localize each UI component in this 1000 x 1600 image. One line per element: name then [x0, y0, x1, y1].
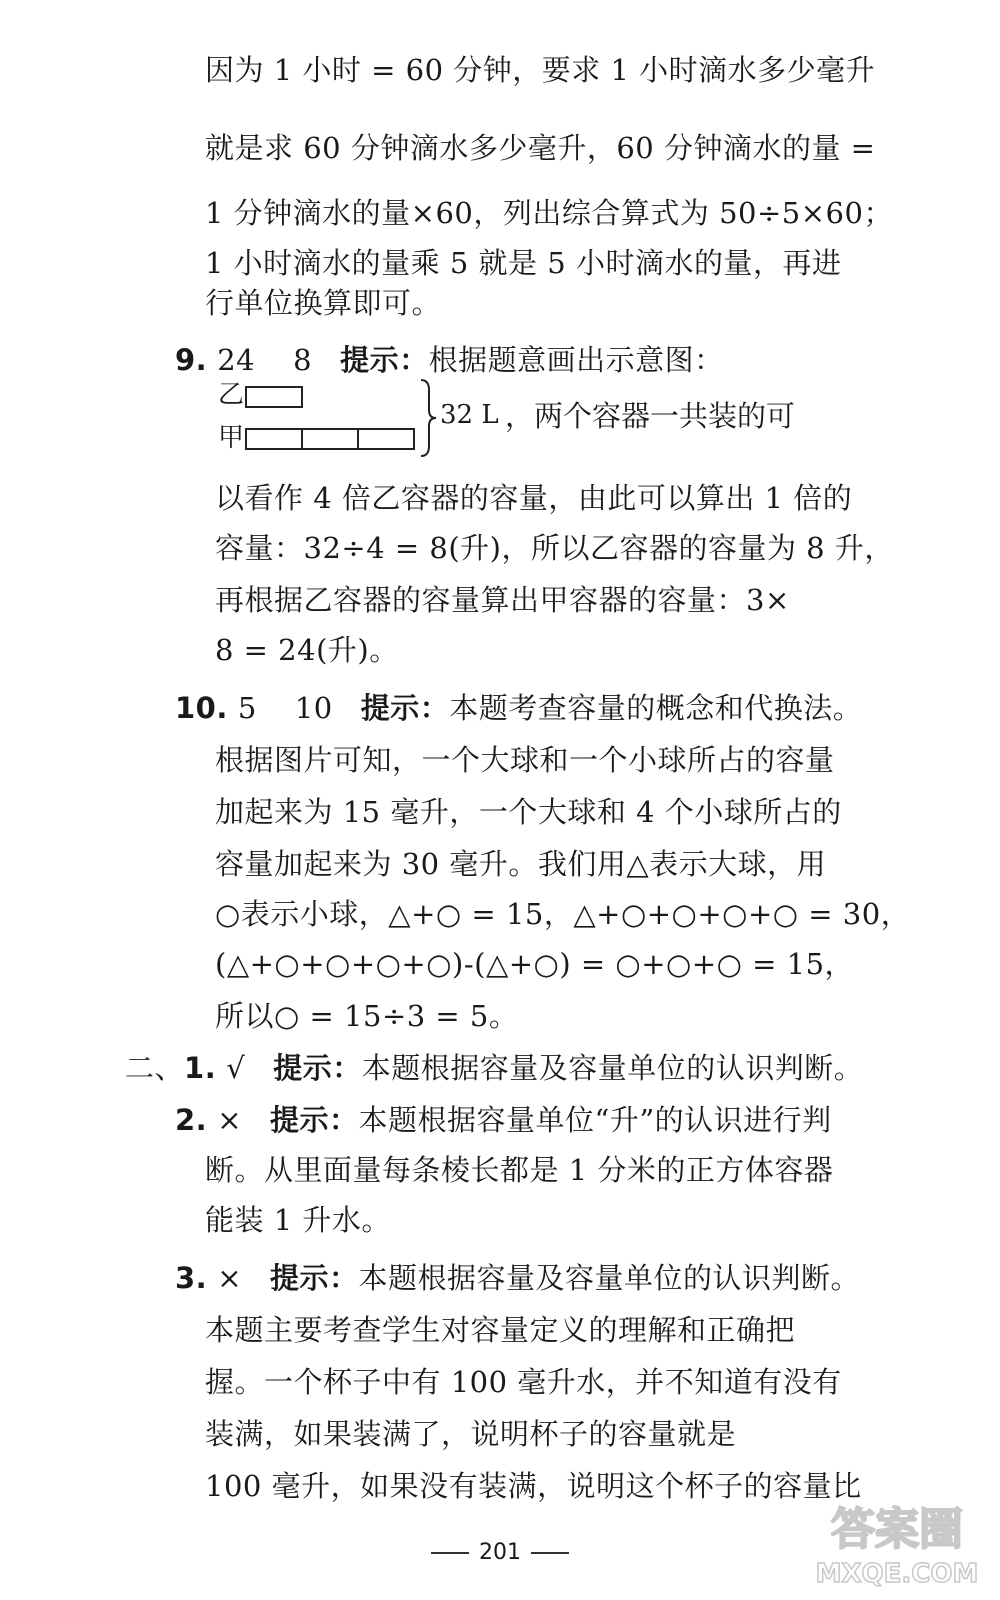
text-line: 以看作 4 倍乙容器的容量，由此可以算出 1 倍的	[215, 481, 853, 515]
text-line: 8 = 24(升)。	[215, 633, 399, 667]
svg-text:MXQE.COM: MXQE.COM	[815, 1559, 979, 1589]
question-10-header	[175, 688, 862, 728]
text-line: ，两个容器一共装的可	[505, 399, 796, 433]
text-line: 断。从里面量每条棱长都是 1 分米的正方体容器	[205, 1153, 834, 1187]
hint-label: 提示：	[340, 343, 429, 377]
hint-text: 根据题意画出示意图：	[428, 343, 724, 377]
total-capacity: 32 L	[440, 400, 499, 430]
text-line: 所以○ = 15÷3 = 5。	[215, 999, 519, 1033]
text-line: 容量加起来为 30 毫升。我们用△表示大球，用	[215, 847, 827, 881]
page-number-text: 201	[479, 1540, 521, 1565]
text-line: 能装 1 升水。	[205, 1203, 391, 1237]
text-line: (△+○+○+○+○)-(△+○) = ○+○+○ = 15，	[215, 947, 855, 981]
text-line: 就是求 60 分钟滴水多少毫升，60 分钟滴水的量 =	[205, 131, 876, 165]
hint-label: 提示：	[273, 1051, 362, 1085]
text-line: 加起来为 15 毫升，一个大球和 4 个小球所占的	[215, 795, 842, 829]
right-brace-icon	[419, 378, 439, 458]
question-number: 3.	[175, 1261, 208, 1295]
answer-value: 24	[217, 343, 256, 377]
answer-value: 8	[293, 343, 313, 377]
hint-label: 提示：	[270, 1261, 359, 1295]
text-line: 因为 1 小时 = 60 分钟，要求 1 小时滴水多少毫升	[205, 53, 876, 87]
answer-mark: √	[226, 1051, 246, 1085]
jia-segment	[245, 428, 303, 450]
answer-mark: ×	[217, 1261, 243, 1295]
text-line: 本题主要考查学生对容量定义的理解和正确把	[205, 1313, 796, 1347]
text-line: 1 小时滴水的量乘 5 就是 5 小时滴水的量，再进	[205, 246, 842, 280]
hint-label: 提示：	[270, 1103, 359, 1137]
question-9-header	[175, 340, 724, 380]
text-line: 根据图片可知，一个大球和一个小球所占的容量	[215, 743, 835, 777]
watermark-logo	[812, 1492, 982, 1592]
text-line: 装满，如果装满了，说明杯子的容量就是	[205, 1417, 737, 1451]
text-line: 1 分钟滴水的量×60，列出综合算式为 50÷5×60；	[205, 196, 893, 230]
hint-text: 本题根据容量及容量单位的认识判断。	[361, 1051, 864, 1085]
text-line: 容量：32÷4 = 8(升)，所以乙容器的容量为 8 升，	[215, 531, 894, 565]
part2-q3	[175, 1258, 860, 1298]
text-line: 再根据乙容器的容量算出甲容器的容量：3×	[215, 583, 790, 617]
answer-value: 10	[294, 691, 333, 725]
text-line: 握。一个杯子中有 100 毫升水，并不知道有没有	[205, 1365, 842, 1399]
label-jia: 甲	[218, 423, 245, 453]
part2-q2	[175, 1100, 832, 1140]
part2-q1	[125, 1048, 863, 1088]
page-number-dash	[431, 1552, 469, 1554]
answer-mark: ×	[217, 1103, 243, 1137]
text-line: 100 毫升，如果没有装满，说明这个杯子的容量比	[205, 1469, 862, 1503]
question-number: 1.	[184, 1051, 217, 1085]
svg-text:答案圈: 答案圈	[831, 1504, 963, 1555]
hint-text: 本题考查容量的概念和代换法。	[449, 691, 863, 725]
answer-value: 5	[237, 691, 257, 725]
question-number: 9.	[175, 343, 208, 377]
jia-segment	[357, 428, 415, 450]
question-number: 2.	[175, 1103, 208, 1137]
capacity-diagram	[215, 378, 796, 468]
hint-label: 提示：	[360, 691, 450, 725]
section-label: 二、	[125, 1051, 185, 1085]
text-line: ○表示小球，△+○ = 15，△+○+○+○+○ = 30，	[215, 897, 911, 931]
hint-text: 本题根据容量及容量单位的认识判断。	[358, 1261, 861, 1295]
hint-text: 本题根据容量单位“升”的认识进行判	[358, 1103, 832, 1137]
text-line: 行单位换算即可。	[205, 286, 442, 320]
jia-segment	[301, 428, 359, 450]
page-number-dash	[531, 1552, 569, 1554]
label-yi: 乙	[218, 380, 245, 410]
question-number: 10.	[175, 691, 228, 725]
yi-segment	[245, 386, 303, 408]
